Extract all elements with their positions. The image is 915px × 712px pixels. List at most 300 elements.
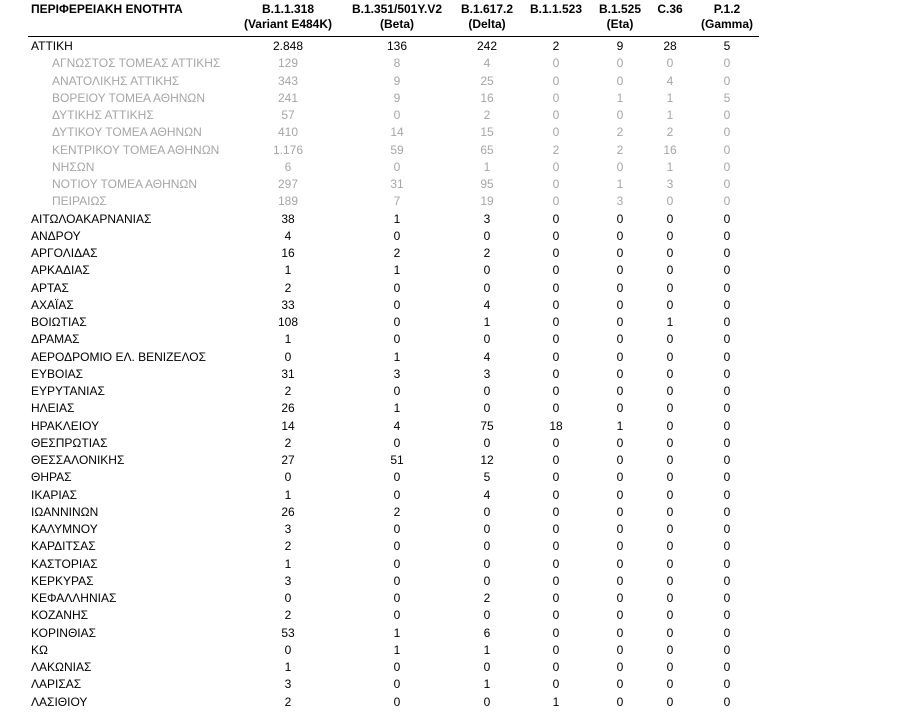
value-cell: 0 (723, 108, 731, 122)
value-cell: 0 (666, 487, 674, 502)
header-col-line1: P.1.2 (713, 2, 741, 16)
value-cell: 0 (393, 435, 401, 450)
region-name: ΕΥΡΥΤΑΝΙΑΣ (31, 384, 105, 398)
value-cell: 0 (723, 332, 731, 347)
table-row (0, 418, 915, 435)
table-row (0, 245, 915, 262)
value-cell: 0 (483, 573, 491, 588)
value-cell: 7 (393, 194, 401, 209)
table-row (0, 366, 915, 383)
header-col-line2: (Eta) (606, 17, 634, 31)
value-cell: 410 (277, 125, 299, 140)
value-cell: 0 (393, 384, 401, 398)
value-cell: 0 (666, 418, 674, 433)
value-cell: 0 (616, 401, 624, 416)
value-cell: 2 (666, 125, 674, 140)
value-cell: 2 (284, 608, 292, 623)
header-col-line1: B.1.1.318 (261, 2, 315, 16)
value-cell: 0 (552, 487, 560, 502)
table-subrow (0, 159, 915, 176)
table-row (0, 538, 915, 555)
value-cell: 9 (616, 39, 624, 53)
value-cell: 0 (723, 470, 731, 485)
value-cell: 16 (480, 90, 494, 105)
header-col-line1: B.1.617.2 (460, 2, 514, 16)
value-cell: 0 (723, 315, 731, 329)
value-cell: 53 (281, 625, 295, 640)
value-cell: 0 (616, 246, 624, 260)
value-cell: 0 (552, 263, 560, 278)
value-cell: 0 (666, 401, 674, 416)
value-cell: 0 (483, 694, 491, 709)
value-cell: 1 (483, 677, 491, 692)
value-cell: 0 (723, 280, 731, 295)
value-cell: 33 (281, 297, 295, 312)
value-cell: 0 (552, 366, 560, 381)
value-cell: 0 (393, 694, 401, 709)
value-cell: 15 (480, 125, 494, 140)
value-cell: 0 (666, 194, 674, 209)
value-cell: 0 (616, 332, 624, 347)
region-name: ΑΕΡΟΔΡΟΜΙΟ ΕΛ. ΒΕΝΙΖΕΛΟΣ (31, 349, 206, 364)
region-name: ΚΟΡΙΝΘΙΑΣ (31, 625, 97, 640)
value-cell: 2 (552, 39, 560, 53)
table-subrow (0, 107, 915, 124)
value-cell: 31 (281, 366, 295, 381)
table-row (0, 262, 915, 279)
value-cell: 0 (552, 332, 560, 347)
value-cell: 4 (483, 349, 491, 364)
region-name: ΑΧΑΪΑΣ (31, 297, 74, 312)
value-cell: 0 (616, 211, 624, 226)
region-name: ΕΥΒΟΙΑΣ (31, 366, 84, 381)
value-cell: 4 (483, 487, 491, 502)
value-cell: 0 (393, 487, 401, 502)
region-name: ΗΡΑΚΛΕΙΟΥ (31, 418, 100, 433)
value-cell: 0 (393, 677, 401, 692)
value-cell: 0 (552, 677, 560, 692)
header-col-b11318 (238, 2, 338, 32)
value-cell: 0 (723, 625, 731, 640)
value-cell: 0 (483, 280, 491, 295)
value-cell: 0 (616, 349, 624, 364)
value-cell: 1 (284, 263, 292, 278)
value-cell: 0 (666, 332, 674, 347)
value-cell: 3 (483, 366, 491, 381)
value-cell: 0 (552, 608, 560, 623)
value-cell: 0 (393, 315, 401, 329)
header-col-line1: C.36 (657, 2, 683, 16)
header-col-b1525 (591, 2, 649, 32)
value-cell: 0 (552, 660, 560, 674)
value-cell: 136 (386, 39, 408, 53)
value-cell: 0 (483, 228, 491, 243)
value-cell: 2 (284, 384, 292, 398)
value-cell: 297 (277, 177, 299, 191)
value-cell: 1 (284, 487, 292, 502)
value-cell: 0 (393, 573, 401, 588)
value-cell: 0 (723, 660, 731, 674)
value-cell: 0 (666, 56, 674, 71)
region-name: ΚΟΖΑΝΗΣ (31, 608, 89, 623)
region-name: ΑΝΔΡΟΥ (31, 228, 81, 243)
region-name: ΛΑΚΩΝΙΑΣ (31, 660, 92, 674)
header-col-b11523 (523, 2, 589, 17)
value-cell: 18 (549, 418, 563, 433)
value-cell: 2 (393, 504, 401, 519)
value-cell: 0 (666, 384, 674, 398)
region-name: ΚΩ (31, 642, 48, 657)
value-cell: 0 (666, 470, 674, 485)
value-cell: 1 (666, 159, 674, 174)
value-cell: 2 (393, 246, 401, 260)
table-row (0, 435, 915, 452)
region-name: ΚΕΦΑΛΛΗΝΙΑΣ (31, 591, 117, 605)
value-cell: 0 (552, 556, 560, 571)
table-subrow (0, 55, 915, 72)
value-cell: 0 (552, 280, 560, 295)
value-cell: 0 (666, 211, 674, 226)
region-name: ΑΡΓΟΛΙΔΑΣ (31, 246, 98, 260)
region-name: ΔΥΤΙΚΟΥ ΤΟΜΕΑ ΑΘΗΝΩΝ (52, 125, 202, 140)
region-name: ΑΝΑΤΟΛΙΚΗΣ ΑΤΤΙΚΗΣ (52, 73, 180, 88)
value-cell: 0 (552, 125, 560, 140)
value-cell: 0 (616, 487, 624, 502)
region-name: ΔΡΑΜΑΣ (31, 332, 80, 347)
value-cell: 0 (666, 660, 674, 674)
value-cell: 0 (552, 642, 560, 657)
value-cell: 0 (723, 694, 731, 709)
value-cell: 1 (616, 90, 624, 105)
value-cell: 1 (393, 625, 401, 640)
value-cell: 0 (616, 591, 624, 605)
table-row (0, 607, 915, 624)
value-cell: 3 (666, 177, 674, 191)
table-row (0, 297, 915, 314)
value-cell: 1 (393, 642, 401, 657)
header-divider (28, 36, 759, 37)
value-cell: 0 (552, 384, 560, 398)
region-name: ΙΩΑΝΝΙΝΩΝ (31, 504, 99, 519)
value-cell: 2 (483, 246, 491, 260)
value-cell: 0 (723, 487, 731, 502)
value-cell: 0 (552, 228, 560, 243)
value-cell: 0 (393, 332, 401, 347)
value-cell: 0 (616, 625, 624, 640)
value-cell: 0 (552, 297, 560, 312)
value-cell: 0 (616, 470, 624, 485)
value-cell: 0 (723, 263, 731, 278)
value-cell: 1 (393, 401, 401, 416)
table-row (0, 469, 915, 486)
table-row (0, 659, 915, 676)
value-cell: 0 (723, 384, 731, 398)
value-cell: 0 (552, 56, 560, 71)
value-cell: 0 (616, 608, 624, 623)
table-subrow (0, 124, 915, 141)
value-cell: 0 (616, 73, 624, 88)
value-cell: 189 (277, 194, 299, 209)
table-row (0, 590, 915, 607)
value-cell: 2 (616, 142, 624, 157)
value-cell: 2 (284, 280, 292, 295)
value-cell: 38 (281, 211, 295, 226)
value-cell: 0 (666, 694, 674, 709)
value-cell: 0 (483, 504, 491, 519)
value-cell: 0 (552, 573, 560, 588)
region-name: ΗΛΕΙΑΣ (31, 401, 75, 416)
value-cell: 0 (666, 349, 674, 364)
value-cell: 0 (552, 401, 560, 416)
value-cell: 2 (284, 694, 292, 709)
table-row (0, 487, 915, 504)
value-cell: 6 (483, 625, 491, 640)
value-cell: 0 (552, 177, 560, 191)
header-col-b16172 (455, 2, 519, 32)
value-cell: 0 (723, 418, 731, 433)
value-cell: 1 (666, 108, 674, 122)
value-cell: 0 (483, 660, 491, 674)
value-cell: 0 (483, 608, 491, 623)
table-row (0, 521, 915, 538)
value-cell: 0 (723, 349, 731, 364)
value-cell: 0 (616, 694, 624, 709)
value-cell: 0 (723, 142, 731, 157)
value-cell: 0 (284, 470, 292, 485)
value-cell: 0 (284, 349, 292, 364)
value-cell: 0 (723, 453, 731, 467)
value-cell: 4 (666, 73, 674, 88)
value-cell: 242 (476, 39, 498, 53)
value-cell: 0 (666, 539, 674, 554)
value-cell: 0 (616, 573, 624, 588)
value-cell: 2 (284, 435, 292, 450)
header-col-line1: B.1.351/501Y.V2 (351, 2, 443, 16)
value-cell: 0 (723, 435, 731, 450)
region-name: ΑΡΚΑΔΙΑΣ (31, 263, 90, 278)
region-name: ΛΑΡΙΣΑΣ (31, 677, 82, 692)
table-row (0, 676, 915, 693)
region-name: ΠΕΙΡΑΙΩΣ (52, 194, 107, 209)
value-cell: 0 (393, 297, 401, 312)
value-cell: 2 (483, 591, 491, 605)
value-cell: 0 (393, 228, 401, 243)
value-cell: 0 (552, 349, 560, 364)
value-cell: 0 (666, 366, 674, 381)
value-cell: 16 (281, 246, 295, 260)
value-cell: 0 (723, 539, 731, 554)
value-cell: 0 (552, 470, 560, 485)
region-name: ΑΙΤΩΛΟΑΚΑΡΝΑΝΙΑΣ (31, 211, 152, 226)
region-name: ΝΟΤΙΟΥ ΤΟΜΕΑ ΑΘΗΝΩΝ (52, 177, 198, 191)
value-cell: 0 (616, 228, 624, 243)
value-cell: 0 (393, 608, 401, 623)
value-cell: 0 (552, 108, 560, 122)
value-cell: 0 (483, 539, 491, 554)
value-cell: 0 (616, 297, 624, 312)
value-cell: 0 (552, 625, 560, 640)
value-cell: 0 (483, 332, 491, 347)
value-cell: 0 (393, 280, 401, 295)
value-cell: 5 (723, 39, 731, 53)
table-row (0, 573, 915, 590)
header-col-b1351 (342, 2, 452, 32)
value-cell: 0 (393, 522, 401, 536)
value-cell: 26 (281, 504, 295, 519)
value-cell: 0 (616, 522, 624, 536)
value-cell: 12 (480, 453, 494, 467)
region-name: ΑΤΤΙΚΗ (31, 39, 73, 53)
value-cell: 5 (723, 90, 731, 105)
value-cell: 16 (663, 142, 677, 157)
value-cell: 1 (616, 177, 624, 191)
value-cell: 1 (552, 694, 560, 709)
value-cell: 0 (552, 522, 560, 536)
region-name: ΚΕΝΤΡΙΚΟΥ ΤΟΜΕΑ ΑΘΗΝΩΝ (52, 142, 220, 157)
region-name: ΘΕΣΠΡΩΤΙΑΣ (31, 435, 108, 450)
value-cell: 0 (666, 453, 674, 467)
value-cell: 26 (281, 401, 295, 416)
value-cell: 0 (723, 504, 731, 519)
region-name: ΝΗΣΩΝ (52, 159, 95, 174)
region-name: ΚΑΡΔΙΤΣΑΣ (31, 539, 96, 554)
value-cell: 241 (277, 90, 299, 105)
value-cell: 4 (483, 56, 491, 71)
value-cell: 0 (666, 504, 674, 519)
value-cell: 0 (284, 642, 292, 657)
value-cell: 129 (277, 56, 299, 71)
value-cell: 0 (483, 384, 491, 398)
value-cell: 0 (552, 159, 560, 174)
value-cell: 0 (723, 401, 731, 416)
value-cell: 0 (723, 642, 731, 657)
value-cell: 0 (552, 90, 560, 105)
region-name: ΘΕΣΣΑΛΟΝΙΚΗΣ (31, 453, 125, 467)
value-cell: 5 (483, 470, 491, 485)
value-cell: 2 (483, 108, 491, 122)
value-cell: 0 (723, 125, 731, 140)
value-cell: 27 (281, 453, 295, 467)
value-cell: 0 (666, 522, 674, 536)
value-cell: 0 (723, 297, 731, 312)
region-name: ΚΕΡΚΥΡΑΣ (31, 573, 94, 588)
value-cell: 0 (666, 263, 674, 278)
value-cell: 0 (666, 228, 674, 243)
value-cell: 3 (616, 194, 624, 209)
value-cell: 0 (616, 677, 624, 692)
value-cell: 0 (723, 159, 731, 174)
value-cell: 0 (723, 366, 731, 381)
value-cell: 0 (616, 263, 624, 278)
region-name: ΑΡΤΑΣ (31, 280, 69, 295)
table-row (0, 694, 915, 711)
table-subrow (0, 142, 915, 159)
value-cell: 0 (483, 522, 491, 536)
table-row (0, 504, 915, 521)
value-cell: 0 (552, 194, 560, 209)
value-cell: 0 (723, 573, 731, 588)
value-cell: 1 (666, 315, 674, 329)
value-cell: 0 (616, 108, 624, 122)
header-region-label: ΠΕΡΙΦΕΡΕΙΑΚΗ ΕΝΟΤΗΤΑ (31, 2, 183, 16)
value-cell: 14 (281, 418, 295, 433)
value-cell: 0 (723, 56, 731, 71)
value-cell: 0 (616, 453, 624, 467)
table-row (0, 331, 915, 348)
header-col-line2: (Delta) (468, 17, 506, 31)
value-cell: 0 (723, 177, 731, 191)
table-row (0, 211, 915, 228)
header-region (31, 2, 183, 17)
value-cell: 0 (393, 591, 401, 605)
table-row (0, 280, 915, 297)
value-cell: 9 (393, 73, 401, 88)
value-cell: 1 (483, 159, 491, 174)
value-cell: 0 (552, 591, 560, 605)
value-cell: 0 (723, 246, 731, 260)
region-name: ΚΑΛΥΜΝΟΥ (31, 522, 98, 536)
value-cell: 0 (552, 539, 560, 554)
value-cell: 343 (277, 73, 299, 88)
value-cell: 0 (666, 591, 674, 605)
value-cell: 8 (393, 56, 401, 71)
table-row (0, 228, 915, 245)
value-cell: 0 (616, 159, 624, 174)
header-col-line2: (Beta) (379, 17, 414, 31)
value-cell: 0 (393, 539, 401, 554)
table-subrow (0, 193, 915, 210)
value-cell: 0 (666, 608, 674, 623)
value-cell: 4 (393, 418, 401, 433)
value-cell: 25 (480, 73, 494, 88)
value-cell: 14 (390, 125, 404, 140)
value-cell: 3 (393, 366, 401, 381)
value-cell: 75 (480, 418, 494, 433)
value-cell: 0 (552, 73, 560, 88)
value-cell: 1 (483, 642, 491, 657)
region-name: ΒΟΡΕΙΟΥ ΤΟΜΕΑ ΑΘΗΝΩΝ (52, 90, 206, 105)
header-col-line2: (Gamma) (700, 17, 753, 31)
value-cell: 1 (284, 332, 292, 347)
region-name: ΑΓΝΩΣΤΟΣ ΤΟΜΕΑΣ ΑΤΤΙΚΗΣ (52, 56, 221, 71)
value-cell: 3 (284, 573, 292, 588)
value-cell: 0 (723, 522, 731, 536)
value-cell: 2.848 (272, 39, 304, 53)
table-row (0, 38, 915, 55)
value-cell: 0 (666, 297, 674, 312)
value-cell: 31 (390, 177, 404, 191)
value-cell: 0 (723, 591, 731, 605)
value-cell: 0 (393, 159, 401, 174)
value-cell: 19 (480, 194, 494, 209)
value-cell: 4 (284, 228, 292, 243)
value-cell: 4 (483, 297, 491, 312)
header-col-line2: (Variant E484K) (243, 17, 333, 31)
value-cell: 0 (393, 470, 401, 485)
table-row (0, 349, 915, 366)
value-cell: 0 (616, 539, 624, 554)
table-subrow (0, 73, 915, 90)
value-cell: 0 (552, 504, 560, 519)
value-cell: 0 (723, 556, 731, 571)
value-cell: 1 (284, 556, 292, 571)
value-cell: 0 (552, 453, 560, 467)
value-cell: 0 (483, 556, 491, 571)
value-cell: 1 (483, 315, 491, 329)
value-cell: 1 (284, 660, 292, 674)
value-cell: 9 (393, 90, 401, 105)
value-cell: 0 (616, 660, 624, 674)
